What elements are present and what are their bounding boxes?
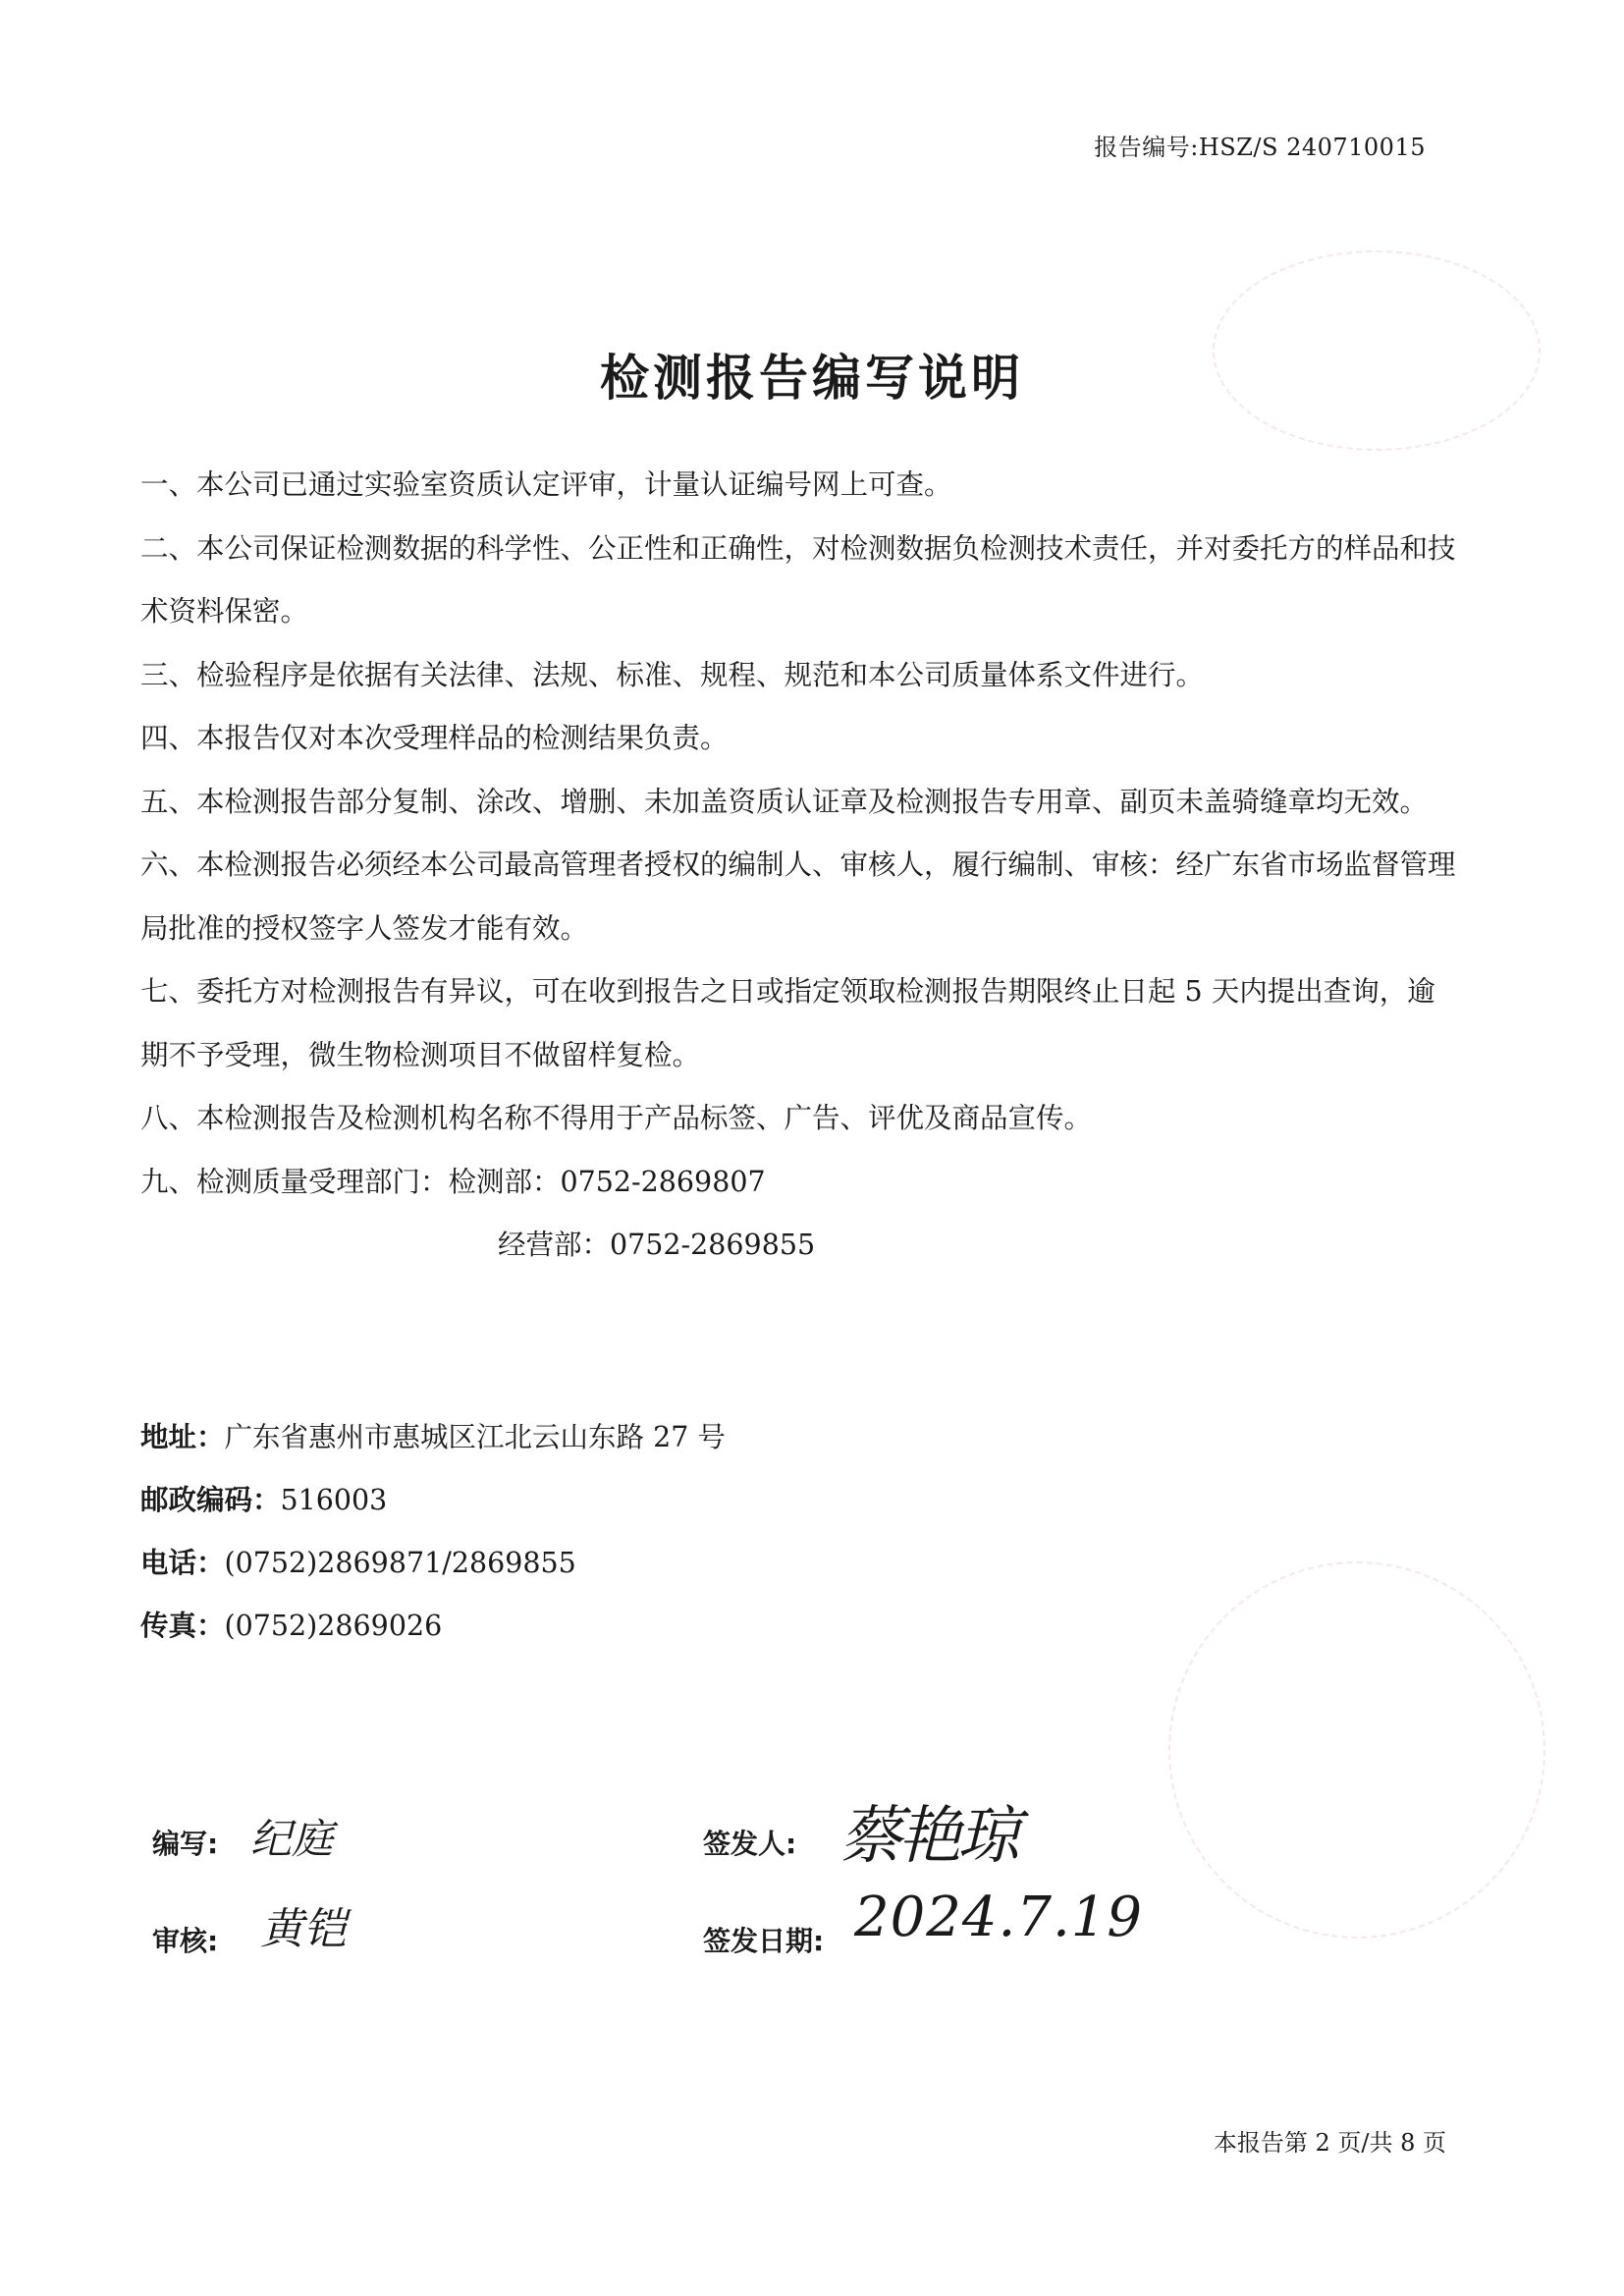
postcode-row (140, 1469, 726, 1532)
clause-item: 四、本报告仅对本次受理样品的检测结果负责。 (140, 722, 729, 754)
clause-item: 八、本检测报告及检测机构名称不得用于产品标签、广告、评优及商品宣传。 (140, 1102, 1093, 1134)
address-row (140, 1406, 726, 1469)
clause-item: 七、委托方对检测报告有异议，可在收到报告之日或指定领取检测报告期限终止日起 5 天内提出查询，逾期不予受理，微生物检测项目不做留样复检。 (140, 975, 1435, 1071)
fax-row (140, 1595, 726, 1658)
address-value: 广东省惠州市惠城区江北云山东路 27 号 (224, 1421, 726, 1453)
postcode-label: 邮政编码： (140, 1484, 281, 1516)
clause-item: 三、检验程序是依据有关法律、法规、标准、规程、规范和本公司质量体系文件进行。 (140, 658, 1205, 691)
issuer-label: 签发人: (703, 1828, 797, 1860)
compiler-label: 编写: (152, 1828, 219, 1860)
phone-row (140, 1532, 726, 1595)
fax-label: 传真： (140, 1610, 225, 1642)
clause-item: 六、本检测报告必须经本公司最高管理者授权的编制人、审核人，履行编制、审核：经广东省市场监督管理局批准的授权签字人签发才能有效。 (140, 848, 1456, 945)
clause-item: 一、本公司已通过实验室资质认定评审，计量认证编号网上可查。 (140, 468, 952, 501)
fax-value: (0752)2869026 (224, 1610, 443, 1642)
issue-date-label: 签发日期: (703, 1925, 825, 1957)
address-label: 地址： (140, 1421, 225, 1453)
faint-stamp-bottom (1168, 1561, 1545, 1939)
clause-item: 五、本检测报告部分复制、涂改、增删、未加盖资质认证章及检测报告专用章、副页未盖骑缝章均无效。 (140, 785, 1429, 818)
compiler-signature: 纪庭 (250, 1815, 334, 1863)
clause-item: 二、本公司保证检测数据的科学性、公正性和正确性，对检测数据负检测技术责任，并对委托方的样品和技术资料保密。 (140, 531, 1456, 628)
clause-item: 九、检测质量受理部门：检测部：0752-2869807 (140, 1165, 766, 1198)
phone-label: 电话： (140, 1547, 225, 1579)
reviewer-signature: 黄铠 (260, 1904, 347, 1954)
issuer-signature: 蔡艳琼 (839, 1800, 1016, 1873)
phone-value: (0752)2869871/2869855 (224, 1547, 576, 1579)
contact-block (140, 1406, 726, 1658)
reviewer-label: 审核: (152, 1925, 219, 1957)
report-number: 报告编号:HSZ/S 240710015 (1094, 134, 1426, 161)
postcode-value: 516003 (280, 1484, 388, 1516)
clause-nine-second-line: 经营部：0752-2869855 (498, 1229, 816, 1261)
issue-date-handwritten: 2024.7.19 (854, 1886, 1144, 1949)
clause-list (140, 454, 1456, 1278)
page-number-footer: 本报告第 2 页/共 8 页 (1213, 2129, 1446, 2157)
page-title: 检测报告编写说明 (600, 350, 1024, 407)
